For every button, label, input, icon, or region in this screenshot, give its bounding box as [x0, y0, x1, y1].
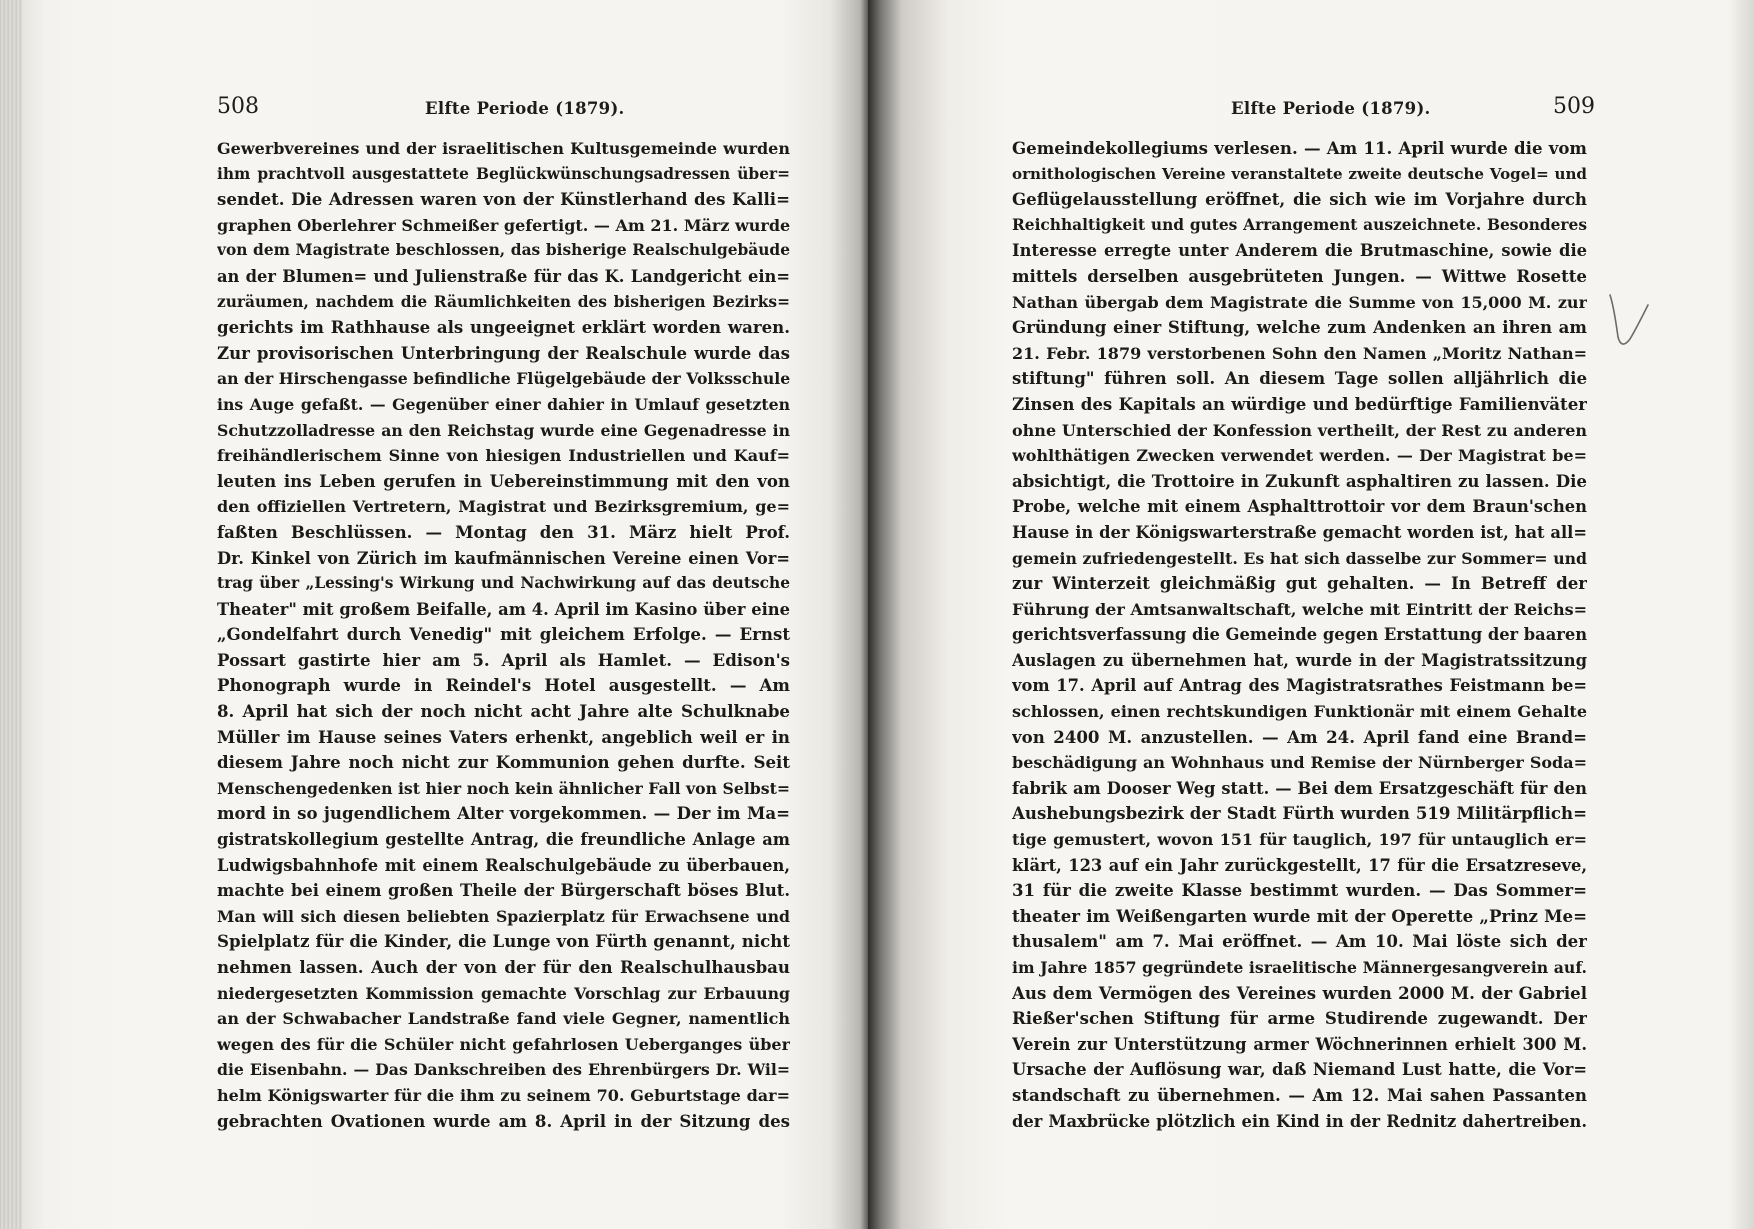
right-page-text-line: Probe, welche mit einem Asphalttrottoir vor dem Braun'schen — [1012, 497, 1587, 517]
right-page-text-line: Aus dem Vermögen des Vereines wurden 2000 M. der Gabriel — [1012, 982, 1587, 1003]
right-page-text-line: beschädigung an Wohnhaus und Remise der Nürnberger Soda= — [1012, 753, 1587, 773]
right-page-text-line: mittels derselben ausgebrüteten Jungen. — Wittwe Rosette — [1012, 265, 1587, 286]
right-page-text-line: Reichhaltigkeit und gutes Arrangement auszeichnete. Besonderes — [1012, 215, 1587, 234]
left-page-body — [217, 136, 790, 1134]
left-page-text-line: Zur provisorischen Unterbringung der Realschule wurde das — [217, 342, 790, 363]
right-page-number: 509 — [1553, 94, 1595, 119]
left-page-text-line: von dem Magistrate beschlossen, das bisherige Realschulgebäude — [217, 241, 790, 260]
right-page-text-line: standschaft zu übernehmen. — Am 12. Mai sahen Passanten — [1012, 1084, 1587, 1105]
left-page-text-line: diesem Jahre noch nicht zur Kommunion gehen durfte. Seit — [217, 752, 790, 773]
right-page-text-line: 31 für die zweite Klasse bestimmt wurden. — Das Sommer= — [1012, 880, 1587, 901]
left-page-text-line: Schutzzolladresse an den Reichstag wurde eine Gegenadresse in — [217, 420, 790, 440]
right-page-text-line: Gründung einer Stiftung, welche zum Andenken an ihren am — [1012, 317, 1587, 338]
left-page-text-line: Phonograph wurde in Reindel's Hotel ausgestellt. — Am — [217, 675, 790, 696]
right-page-text-line: schlossen, einen rechtskundigen Funktionär mit einem Gehalte — [1012, 702, 1587, 722]
left-page-text-line: Menschengedenken ist hier noch kein ähnlicher Fall von Selbst= — [217, 778, 790, 798]
right-page-text-line: absichtigt, die Trottoire in Zukunft asphaltiren zu lassen. Die — [1012, 470, 1587, 491]
right-page-text-line: tige gemustert, wovon 151 für tauglich, 197 für untauglich er= — [1012, 830, 1587, 850]
left-running-title: Elfte Periode (1879). — [425, 99, 625, 118]
left-page-text-line: Ludwigsbahnhofe mit einem Realschulgebäude zu überbauen, — [217, 855, 790, 875]
left-page-text-line: nehmen lassen. Auch der von der für den Realschulhausbau — [217, 957, 790, 977]
left-page-text-line: Man will sich diesen beliebten Spazierplatz für Erwachsene und — [217, 906, 790, 926]
right-page-text-line: stiftung" führen soll. An diesem Tage sollen alljährlich die — [1012, 368, 1587, 389]
left-page-text-line: graphen Oberlehrer Schmeißer gefertigt. — Am 21. März wurde — [217, 215, 790, 235]
left-page-text-line: Theater" mit großem Beifalle, am 4. April im Kasino über eine — [217, 599, 790, 619]
right-page-text-line: Gemeindekollegiums verlesen. — Am 11. April wurde die vom — [1012, 138, 1587, 158]
left-page-text-line: den offiziellen Vertretern, Magistrat und Bezirksgremium, ge= — [217, 497, 790, 517]
left-page-text-line: an der Schwabacher Landstraße fand viele Gegner, namentlich — [217, 1009, 790, 1029]
right-page-text-line: fabrik am Dooser Weg statt. — Bei dem Ersatzgeschäft für den — [1012, 778, 1587, 798]
right-page-text-line: Interesse erregte unter Anderem die Brutmaschine, sowie die — [1012, 241, 1587, 261]
left-page-text-line: gistratskollegium gestellte Antrag, die freundliche Anlage am — [217, 830, 790, 850]
right-page-text-line: Auslagen zu übernehmen hat, wurde in der Magistratssitzung — [1012, 650, 1587, 670]
right-page-text-line: Aushebungsbezirk der Stadt Fürth wurden 519 Militärpflich= — [1012, 803, 1587, 824]
right-page-text-line: gerichtsverfassung die Gemeinde gegen Erstattung der baaren — [1012, 625, 1587, 645]
left-page-text-line: die Eisenbahn. — Das Dankschreiben des Ehrenbürgers Dr. Wil= — [217, 1060, 790, 1080]
right-running-title: Elfte Periode (1879). — [1231, 99, 1431, 118]
left-page-text-line: wegen des für die Schüler nicht gefahrlosen Ueberganges über — [217, 1034, 790, 1054]
right-page-text-line: Verein zur Unterstützung armer Wöchnerinnen erhielt 300 M. — [1012, 1034, 1587, 1054]
left-page-text-line: gerichts im Rathhause als ungeeignet erklärt worden waren. — [217, 317, 790, 338]
left-page-text-line: Dr. Kinkel von Zürich im kaufmännischen Vereine einen Vor= — [217, 548, 790, 568]
left-page-text-line: Possart gastirte hier am 5. April als Hamlet. — Edison's — [217, 649, 790, 670]
left-page-text-line: zuräumen, nachdem die Räumlichkeiten des bisherigen Bezirks= — [217, 292, 790, 311]
left-page-text-line: an der Hirschengasse befindliche Flügelgebäude der Volksschule — [217, 369, 790, 389]
left-page-text-line: ihm prachtvoll ausgestattete Beglückwünschungsadressen über= — [217, 164, 790, 183]
right-page-text-line: ornithologischen Vereine veranstaltete zweite deutsche Vogel= und — [1012, 164, 1587, 183]
left-page-text-line: „Gondelfahrt durch Venedig" mit gleichem Erfolge. — Ernst — [217, 624, 790, 645]
right-page-text-line: Führung der Amtsanwaltschaft, welche mit Eintritt der Reichs= — [1012, 599, 1587, 619]
right-page-text-line: Ursache der Auflösung war, daß Niemand Lust hatte, die Vor= — [1012, 1060, 1587, 1080]
right-page-text-line: Geflügelausstellung eröffnet, die sich wie im Vorjahre durch — [1012, 189, 1587, 210]
left-page-text-line: freihändlerischem Sinne von hiesigen Industriellen und Kauf= — [217, 446, 790, 466]
left-page-text-line: an der Blumen= und Julienstraße für das K. Landgericht ein= — [217, 266, 790, 286]
right-page-body — [1012, 136, 1587, 1134]
right-page-text-line: thusalem" am 7. Mai eröffnet. — Am 10. Mai löste sich der — [1012, 931, 1587, 952]
right-page-text-line: Zinsen des Kapitals an würdige und bedürftige Familienväter — [1012, 393, 1587, 414]
right-page-text-line: 21. Febr. 1879 verstorbenen Sohn den Namen „Moritz Nathan= — [1012, 343, 1587, 363]
left-page — [0, 0, 868, 1229]
left-page-text-line: faßten Beschlüssen. — Montag den 31. März hielt Prof. — [217, 521, 790, 542]
right-page-text-line: vom 17. April auf Antrag des Magistratsrathes Feistmann be= — [1012, 676, 1587, 696]
left-page-text-line: ins Auge gefaßt. — Gegenüber einer dahier in Umlauf gesetzten — [217, 394, 790, 414]
right-page-text-line: klärt, 123 auf ein Jahr zurückgestellt, 17 für die Ersatzreseve, — [1012, 855, 1587, 875]
right-page-text-line: der Maxbrücke plötzlich ein Kind in der Rednitz dahertreiben. — [1012, 1111, 1587, 1131]
left-page-text-line: sendet. Die Adressen waren von der Künstlerhand des Kalli= — [217, 189, 790, 210]
left-page-text-line: gebrachten Ovationen wurde am 8. April in der Sitzung des — [217, 1110, 790, 1131]
right-page-text-line: wohlthätigen Zwecken verwendet werden. — Der Magistrat be= — [1012, 446, 1587, 466]
left-page-text-line: mord in so jugendlichem Alter vorgekommen. — Der im Ma= — [217, 803, 790, 824]
right-page-text-line: theater im Weißengarten wurde mit der Operette „Prinz Me= — [1012, 905, 1587, 926]
left-page-text-line: 8. April hat sich der noch nicht acht Jahre alte Schulknabe — [217, 701, 790, 722]
pencil-mark-icon — [1606, 293, 1650, 353]
right-page-text-line: von 2400 M. anzustellen. — Am 24. April fand eine Brand= — [1012, 726, 1587, 747]
left-page-text-line: helm Königswarter für die ihm zu seinem 70. Geburtstage dar= — [217, 1085, 790, 1105]
left-page-text-line: Gewerbvereines und der israelitischen Kultusgemeinde wurden — [217, 139, 790, 158]
right-page-text-line: ohne Unterschied der Konfession vertheilt, der Rest zu anderen — [1012, 420, 1587, 440]
right-page-text-line: im Jahre 1857 gegründete israelitische Männergesangverein auf. — [1012, 958, 1587, 977]
left-page-text-line: Spielplatz für die Kinder, die Lunge von Fürth genannt, nicht — [217, 931, 790, 952]
right-page-text-line: Hause in der Königswarterstraße gemacht worden ist, hat all= — [1012, 522, 1587, 542]
right-page-text-line: Nathan übergab dem Magistrate die Summe von 15,000 M. zur — [1012, 292, 1587, 312]
right-page-text-line: Rießer'schen Stiftung für arme Studirende zugewandt. Der — [1012, 1008, 1587, 1029]
right-page-text-line: gemein zufriedengestellt. Es hat sich dasselbe zur Sommer= und — [1012, 548, 1587, 568]
left-page-number: 508 — [217, 94, 259, 119]
left-page-text-line: trag über „Lessing's Wirkung und Nachwirkung auf das deutsche — [217, 574, 790, 593]
left-page-text-line: leuten ins Leben gerufen in Uebereinstimmung mit den von — [217, 470, 790, 491]
left-page-text-line: niedergesetzten Kommission gemachte Vorschlag zur Erbauung — [217, 983, 790, 1003]
left-page-text-line: Müller im Hause seines Vaters erhenkt, angeblich weil er in — [217, 726, 790, 747]
right-page-text-line: zur Winterzeit gleichmäßig gut gehalten. — In Betreff der — [1012, 573, 1587, 594]
page-edges — [0, 0, 22, 1229]
left-page-text-line: machte bei einem großen Theile der Bürgerschaft böses Blut. — [217, 881, 790, 901]
